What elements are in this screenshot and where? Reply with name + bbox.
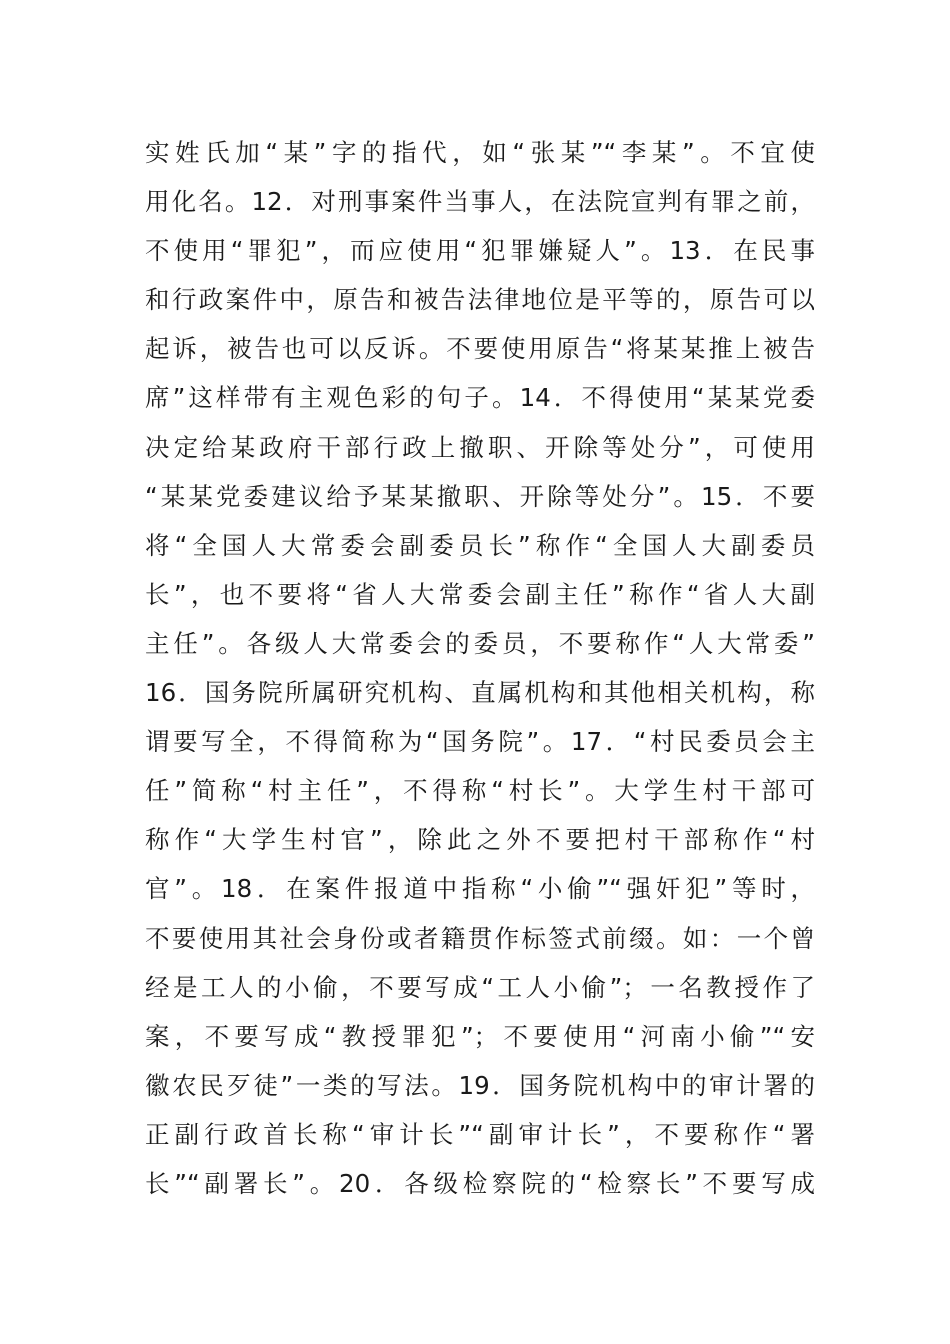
text-line: 称作“大学生村官”，除此之外不要把村干部称作“村 — [145, 825, 815, 855]
text-line: 谓要写全，不得简称为“国务院”。17．“村民委员会主 — [145, 727, 815, 757]
body-text — [145, 128, 815, 1208]
text-line: 长”“副署长”。20．各级检察院的“检察长”不要写成 — [145, 1168, 815, 1198]
text-line: 不要使用其社会身份或者籍贯作标签式前缀。如：一个曾 — [145, 923, 815, 953]
text-line: “某某党委建议给予某某撤职、开除等处分”。15．不要 — [145, 481, 815, 511]
text-line: 将“全国人大常委会副委员长”称作“全国人大副委员 — [145, 530, 815, 560]
text-line: 徽农民歹徒”一类的写法。19．国务院机构中的审计署的 — [145, 1070, 815, 1100]
text-line: 16．国务院所属研究机构、直属机构和其他相关机构，称 — [145, 678, 815, 708]
text-line: 长”，也不要将“省人大常委会副主任”称作“省人大副 — [145, 579, 815, 609]
text-line: 正副行政首长称“审计长”“副审计长”，不要称作“署 — [145, 1119, 815, 1149]
text-line: 官”。18．在案件报道中指称“小偷”“强奸犯”等时， — [145, 874, 815, 904]
text-line: 决定给某政府干部行政上撤职、开除等处分”，可使用 — [145, 432, 815, 462]
text-line: 经是工人的小偷，不要写成“工人小偷”；一名教授作了 — [145, 972, 815, 1002]
text-line: 任”简称“村主任”，不得称“村长”。大学生村干部可 — [145, 776, 815, 806]
text-line: 主任”。各级人大常委会的委员，不要称作“人大常委” — [145, 628, 815, 658]
text-line: 实姓氏加“某”字的指代，如“张某”“李某”。不宜使 — [145, 138, 815, 167]
text-line: 案，不要写成“教授罪犯”；不要使用“河南小偷”“安 — [145, 1021, 815, 1051]
text-line: 不使用“罪犯”，而应使用“犯罪嫌疑人”。13．在民事 — [145, 236, 815, 266]
text-line: 起诉，被告也可以反诉。不要使用原告“将某某推上被告 — [145, 334, 815, 364]
text-line: 席”这样带有主观色彩的句子。14．不得使用“某某党委 — [145, 383, 815, 413]
text-line: 和行政案件中，原告和被告法律地位是平等的，原告可以 — [145, 285, 815, 315]
text-line: 用化名。12．对刑事案件当事人，在法院宣判有罪之前， — [145, 187, 815, 217]
